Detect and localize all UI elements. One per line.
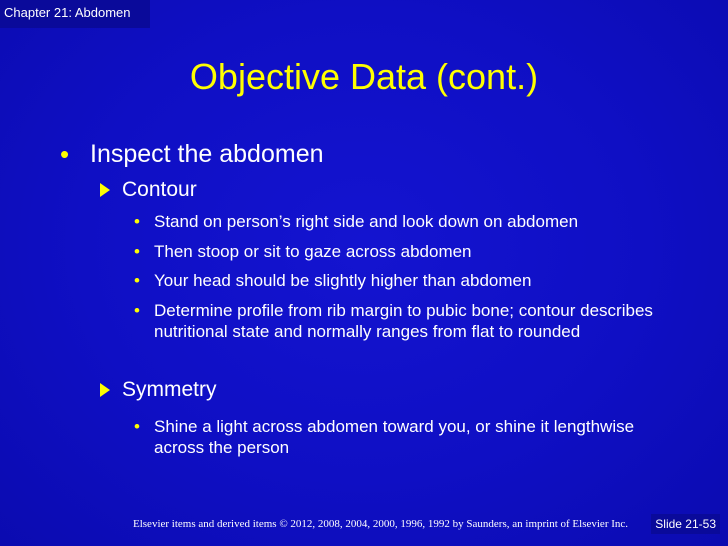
bullet-text: Inspect the abdomen (90, 140, 324, 168)
bullet-dot-icon: • (134, 301, 140, 320)
bullet-dot-icon: • (134, 417, 140, 436)
contour-item-text: Determine profile from rib margin to pubic bone; contour describes nutritional state and normally ranges from flat to rounded (154, 301, 653, 341)
bullet-dot-icon: • (134, 242, 140, 261)
contour-item-text: Then stoop or sit to gaze across abdomen (154, 242, 472, 261)
bullet-dot-icon: • (134, 212, 140, 231)
subbullet-label: Contour (122, 178, 197, 201)
chapter-label: Chapter 21: Abdomen (4, 5, 131, 20)
bullet-dot-icon: • (134, 271, 140, 290)
arrow-bullet-icon (100, 183, 110, 197)
chapter-header (0, 0, 150, 28)
symmetry-item-text: Shine a light across abdomen toward you, or shine it lengthwise across the person (154, 417, 635, 457)
slide-number: Slide 21-53 (651, 514, 720, 534)
contour-item-text: Your head should be slightly higher than abdomen (154, 271, 532, 290)
slide-title: Objective Data (cont.) (189, 56, 539, 97)
copyright-text: Elsevier items and derived items © 2012, 2008, 2004, 2000, 1996, 1992 by Saunders, an imprint of Elsevier Inc. (133, 518, 629, 530)
arrow-bullet-icon (100, 383, 110, 397)
bullet-dot-icon: • (60, 139, 70, 169)
subbullet-label: Symmetry (122, 378, 217, 401)
contour-item-text: Stand on person’s right side and look down on abdomen (154, 212, 579, 231)
